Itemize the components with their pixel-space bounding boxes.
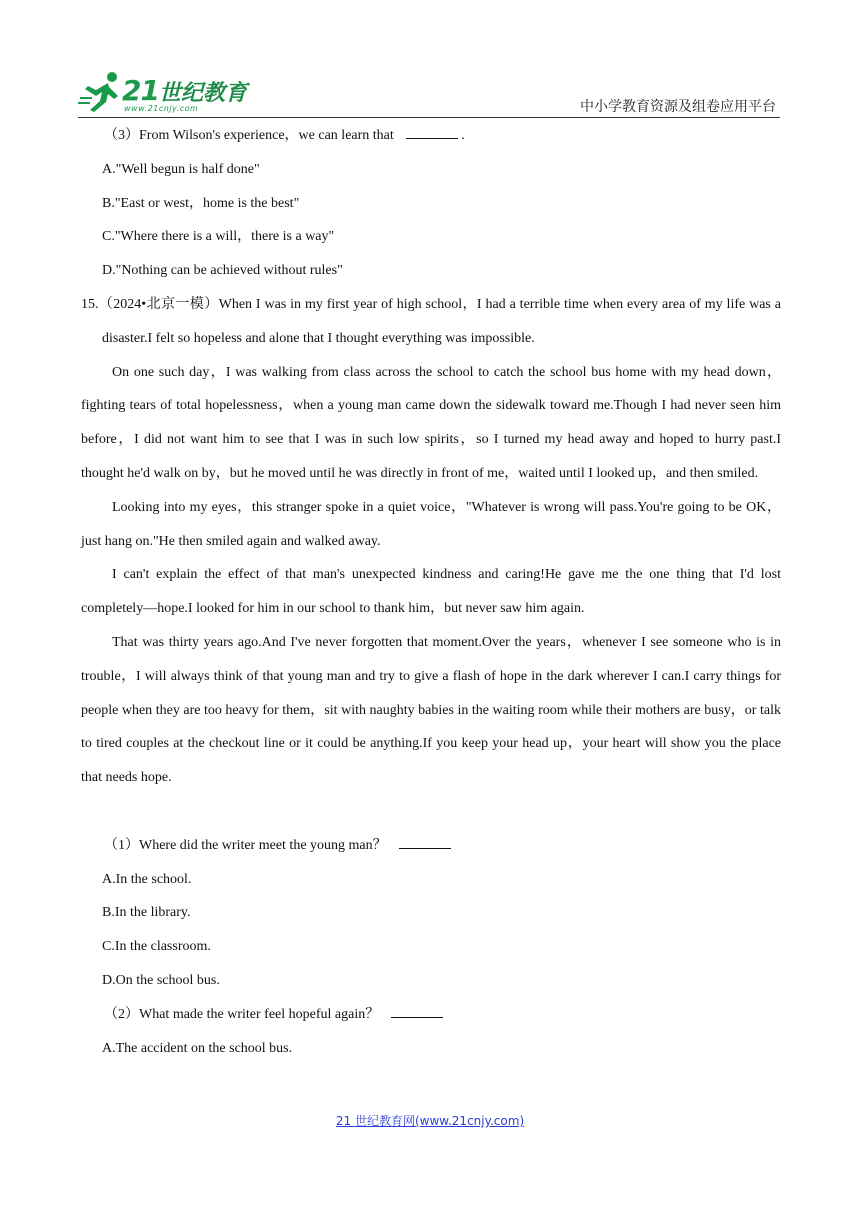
q15-sub1-question <box>81 829 781 863</box>
document-body <box>81 119 781 1065</box>
logo-zh: 世纪教育 <box>158 81 247 106</box>
logo-wordmark <box>122 74 247 107</box>
logo-mark: 21 <box>122 74 159 107</box>
passage-paragraph-2: Looking into my eyes，this stranger spoke in a quiet voice，"Whatever is wrong will pass.You're going to be OK，just hang on."He then smiled again and walked away. <box>81 499 781 549</box>
option-b: B."East or west，home is the best" <box>102 195 300 211</box>
platform-name: 中小学教育资源及组卷应用平台 <box>580 99 776 115</box>
option-d: D.On the school bus. <box>102 972 220 988</box>
answer-blank <box>391 1005 443 1018</box>
question-text: （2）What made the writer feel hopeful again？ <box>104 1006 380 1022</box>
q14-sub3-question <box>81 119 781 153</box>
q15-intro: 15.（2024•北京一模）When I was in my first year of high school，I had a terrible time when every area of my life was a disaster.I felt so hopeless and alone that I thought everything was impossible. <box>81 296 781 346</box>
passage-paragraph-3: I can't explain the effect of that man's unexpected kindness and caring!He gave me the one thing that I'd lost completely—hope.I looked for him in our school to thank him，but never saw him again. <box>81 567 781 617</box>
option-c: C."Where there is a will，there is a way" <box>102 229 335 245</box>
answer-blank <box>399 836 451 849</box>
option-a: A.The accident on the school bus. <box>102 1040 293 1056</box>
logo-url: www.21cnjy.com <box>124 104 199 113</box>
question-text: （1）Where did the writer meet the young man？ <box>104 837 387 853</box>
question-text: （3）From Wilson's experience，we can learn that <box>104 128 394 143</box>
spacer <box>81 795 781 829</box>
footer-link[interactable]: 21 世纪教育网(www.21cnjy.com) <box>335 1114 525 1128</box>
site-logo[interactable] <box>78 66 258 118</box>
q15-sub2-question <box>81 998 781 1032</box>
question-tail: . <box>461 128 465 143</box>
option-a: A."Well begun is half done" <box>102 161 260 177</box>
runner-icon <box>78 68 124 114</box>
option-c: C.In the classroom. <box>102 939 211 955</box>
option-d: D."Nothing can be achieved without rules" <box>102 263 343 279</box>
passage-paragraph-4: That was thirty years ago.And I've never forgotten that moment.Over the years，whenever I see someone who is in trouble，I will always think of that young man and try to give a flash of hope in the dark wherever I can.I carry things for people when they are too heavy for them，sit with naughty babies in the waiting room while their mothers are busy，or talk to tired couples at the checkout line or it could be anything.If you keep your head up，your heart will show you the place that needs hope. <box>81 634 781 786</box>
option-a: A.In the school. <box>102 871 192 887</box>
answer-blank <box>406 126 458 139</box>
passage-paragraph-1: On one such day，I was walking from class across the school to catch the school bus home with my head down，fighting tears of total hopelessness，when a young man came down the sidewalk toward me.Though I had never seen him before，I did not want him to see that I was in such low spirits，so I turned my head away and hoped to hurry past.I thought he'd walk on by，but he moved until he was directly in front of me，waited until I looked up，and then smiled. <box>81 364 781 481</box>
page-header <box>78 66 780 118</box>
option-b: B.In the library. <box>102 905 191 921</box>
header-divider <box>78 117 780 118</box>
